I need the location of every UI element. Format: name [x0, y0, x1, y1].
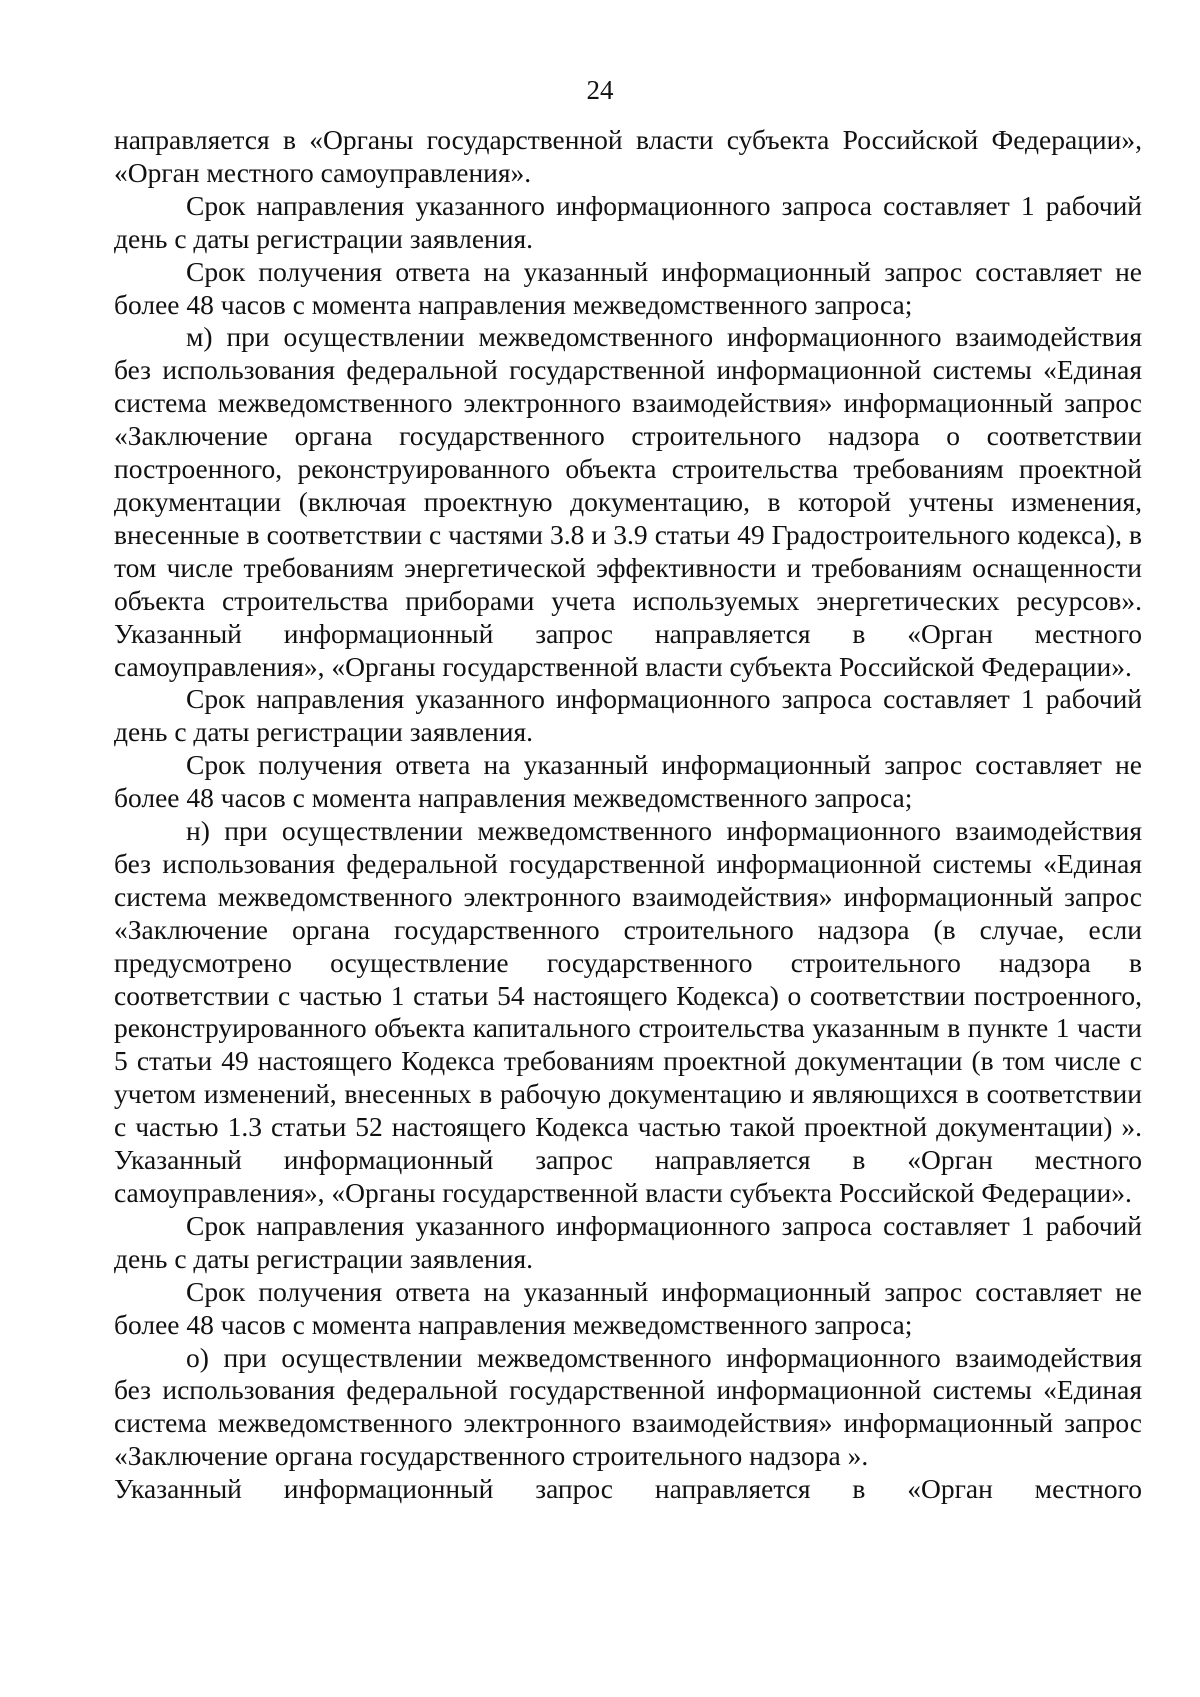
paragraph-item-n: н) при осуществлении межведомственного информационного взаимодействия без использования федеральной государственной информационной системы «Единая система межведомственного электронного взаимодействия» информационный запрос «Заключение органа государственного строительного надзора (в случае, если предусмотрено осуществление государственного строительного надзора в соответствии с частью 1 статьи 54 настоящего Кодекса) о соответствии построенного, реконструированного объекта капитального строительства указанным в пункте 1 части 5 статьи 49 настоящего Кодекса требованиям проектной документации (в том числе с учетом изменений, внесенных в рабочую документацию и являющихся в соответствии с частью 1.3 статьи 52 настоящего Кодекса частью такой проектной документации) ». Указанный информационный запрос направляется в «Орган местного самоуправления», «Органы государственной власти субъекта Российской Федерации».	[114, 815, 1142, 1208]
paragraph-6: Срок получения ответа на указанный информационный запрос составляет не более 48 часов с момента направления межведомственного запроса;	[114, 749, 1142, 814]
paragraph-8: Срок направления указанного информационного запроса составляет 1 рабочий день с даты регистрации заявления.	[114, 1209, 1142, 1274]
paragraph-item-m: м) при осуществлении межведомственного информационного взаимодействия без использования федеральной государственной информационной системы «Единая система межведомственного электронного взаимодействия» информационный запрос «Заключение органа государственного строительного надзора о соответствии построенного, реконструированного объекта строительства требованиям проектной документации (включая проектную документацию, в которой учтены изменения, внесенные в соответствии с частями 3.8 и 3.9 статьи 49 Градостроительного кодекса), в том числе требованиям энергетической эффективности и требованиям оснащенности объекта строительства приборами учета используемых энергетических ресурсов». Указанный информационный запрос направляется в «Орган местного самоуправления», «Органы государственной власти субъекта Российской Федерации».	[114, 321, 1142, 682]
paragraph-3: Срок получения ответа на указанный информационный запрос составляет не более 48 часов с момента направления межведомственного запроса;	[114, 255, 1142, 320]
paragraph-5: Срок направления указанного информационного запроса составляет 1 рабочий день с даты регистрации заявления.	[114, 683, 1142, 748]
document-body	[114, 124, 1142, 1506]
paragraph-1: направляется в «Органы государственной власти субъекта Российской Федерации», «Орган местного самоуправления».	[114, 124, 1142, 188]
paragraph-item-o: о) при осуществлении межведомственного информационного взаимодействия без использования федеральной государственной информационной системы «Единая система межведомственного электронного взаимодействия» информационный запрос «Заключение органа государственного строительного надзора ».	[114, 1341, 1142, 1472]
page-number: 24	[586, 75, 614, 105]
paragraph-2: Срок направления указанного информационного запроса составляет 1 рабочий день с даты регистрации заявления.	[114, 189, 1142, 254]
paragraph-9: Срок получения ответа на указанный информационный запрос составляет не более 48 часов с момента направления межведомственного запроса;	[114, 1275, 1142, 1340]
paragraph-continued: Указанный информационный запрос направляется в «Орган местного	[114, 1473, 1142, 1505]
